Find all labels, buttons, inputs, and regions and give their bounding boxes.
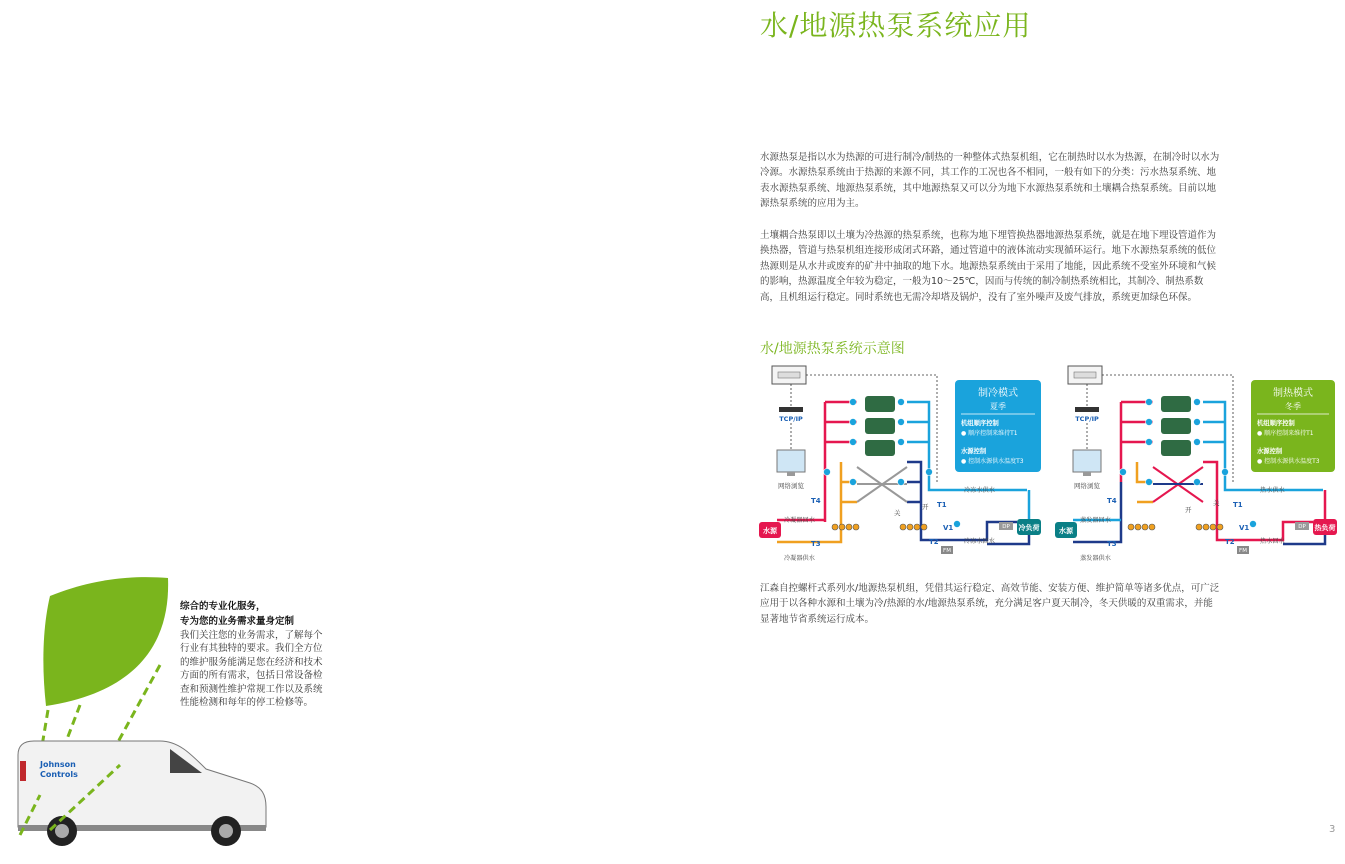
- svg-text:网络浏览: 网络浏览: [1074, 482, 1100, 490]
- svg-text:● 控制水源供水温度T3: ● 控制水源供水温度T3: [1257, 458, 1320, 465]
- svg-text:开: 开: [1185, 506, 1192, 514]
- svg-text:热负荷: 热负荷: [1314, 524, 1336, 532]
- svg-text:TCP/IP: TCP/IP: [1075, 415, 1099, 423]
- tcpip-label: TCP/IP: [779, 415, 803, 423]
- monitor-icon: [777, 450, 805, 472]
- svg-text:● 顺序控制来维持T1: ● 顺序控制来维持T1: [961, 430, 1018, 437]
- intro-paragraph: 水源热泵是指以水为热源的可进行制冷/制热的一种整体式热泵机组，它在制热时以水为热源，在制冷时以水为冷源。水源热泵系统由于热源的来源不同，其工作的工况也各不相同，一般有如下的分类：污水热泵系统、地表水源热泵系统、地源热泵系统，其中地源热泵又可以分为地下水源热泵系统和土壤耦合热泵系统。目前以地源热泵系统的应用为主。: [760, 152, 1220, 210]
- svg-text:T4: T4: [1107, 497, 1117, 505]
- chiller-units: [1161, 396, 1191, 456]
- promo-body: 我们关注您的业务需求，了解每个行业有其独特的要求。我们全方位的维护服务能满足您在经济和技术方面的所有需求，包括日常设备检查和预测性维护常规工作以及系统性能检测和每年的停工检修等。: [180, 630, 323, 709]
- svg-text:水源控制: 水源控制: [1257, 448, 1283, 455]
- svg-text:关: 关: [894, 509, 901, 517]
- svg-text:Controls: Controls: [40, 770, 78, 779]
- svg-text:冷凝器回水: 冷凝器回水: [784, 517, 815, 524]
- page-title: 水/地源热泵系统应用: [760, 9, 1032, 42]
- svg-text:水源: 水源: [763, 527, 777, 535]
- svg-text:T2: T2: [1225, 538, 1235, 546]
- svg-text:DP: DP: [1002, 524, 1010, 530]
- svg-text:制热模式: 制热模式: [1273, 388, 1313, 399]
- promo-heading: 综合的专业化服务， 专为您的业务需求量身定制: [180, 601, 295, 627]
- svg-text:蒸发器供水: 蒸发器供水: [1080, 555, 1111, 562]
- svg-text:V1: V1: [943, 524, 954, 532]
- product-paragraph: 江森自控螺杆式系列水/地源热泵机组，凭借其运行稳定、高效节能、安装方便、维护简单等诸多优点，可广泛应用于以各种水源和土壤为冷/热源的水/地源热泵系统，充分满足客户夏天制冷，冬天供暖的双重需求，并能显著地节省系统运行成本。: [760, 583, 1220, 625]
- svg-text:FM: FM: [943, 548, 951, 554]
- monitor-icon: [1073, 450, 1101, 472]
- cooling-diagram: [759, 366, 1041, 562]
- heating-diagram: [1055, 366, 1337, 562]
- svg-text:DP: DP: [1298, 524, 1306, 530]
- svg-text:FM: FM: [1239, 548, 1247, 554]
- svg-text:T4: T4: [811, 497, 821, 505]
- network-switch-icon: [1075, 407, 1099, 412]
- svg-text:冷冻水供水: 冷冻水供水: [964, 487, 995, 494]
- svg-text:● 控制水源供水温度T3: ● 控制水源供水温度T3: [961, 458, 1024, 465]
- browse-label: 网络浏览: [778, 482, 804, 490]
- svg-text:冷负荷: 冷负荷: [1018, 524, 1040, 532]
- svg-text:机组顺序控制: 机组顺序控制: [961, 420, 999, 427]
- svg-text:关: 关: [1213, 499, 1220, 507]
- service-van-image: [10, 735, 275, 850]
- svg-text:T3: T3: [1107, 540, 1117, 548]
- network-switch-icon: [779, 407, 803, 412]
- svg-text:T2: T2: [929, 538, 939, 546]
- heat-pump-diagram: [757, 362, 1339, 574]
- svg-text:水源: 水源: [1059, 527, 1073, 535]
- svg-text:T3: T3: [811, 540, 821, 548]
- chiller-units: [865, 396, 895, 456]
- svg-text:冷凝器供水: 冷凝器供水: [784, 555, 815, 562]
- svg-text:T1: T1: [1233, 501, 1243, 509]
- svg-text:热水回水: 热水回水: [1260, 538, 1285, 545]
- van-brand-logo: Johnson: [40, 760, 76, 769]
- svg-text:夏季: 夏季: [990, 402, 1006, 411]
- svg-text:热水供水: 热水供水: [1260, 487, 1285, 494]
- svg-text:水源控制: 水源控制: [961, 448, 987, 455]
- svg-text:V1: V1: [1239, 524, 1250, 532]
- svg-text:开: 开: [922, 503, 929, 511]
- diagram-title: 水/地源热泵系统示意图: [760, 341, 905, 357]
- page-number: 3: [1329, 824, 1336, 835]
- svg-text:T1: T1: [937, 501, 947, 509]
- soil-paragraph: 土壤耦合热泵即以土壤为冷热源的热泵系统，也称为地下埋管换热器地源热泵系统，就是在地下埋设管道作为换热器，管道与热泵机组连接形成闭式环路，通过管道中的液体流动实现循环运行。地下水源热泵系统的低位热源则是从水井或废弃的矿井中抽取的地下水。地源热泵系统由于采用了地能，因此系统不受室外环境和气候的影响，热源温度全年较为稳定，一般为10～25℃，因而与传统的制冷制热系统相比，其制冷、制热系数高，且机组运行稳定。同时系统也无需冷却塔及锅炉，没有了室外噪声及废气排放，系统更加绿色环保。: [760, 230, 1217, 303]
- svg-text:冬季: 冬季: [1285, 402, 1301, 411]
- svg-text:蒸发器回水: 蒸发器回水: [1080, 517, 1111, 524]
- svg-text:冷冻水回水: 冷冻水回水: [964, 538, 995, 545]
- svg-text:制冷模式: 制冷模式: [978, 388, 1018, 399]
- svg-text:● 顺序控制来维持T1: ● 顺序控制来维持T1: [1257, 430, 1314, 437]
- svg-text:机组顺序控制: 机组顺序控制: [1257, 420, 1295, 427]
